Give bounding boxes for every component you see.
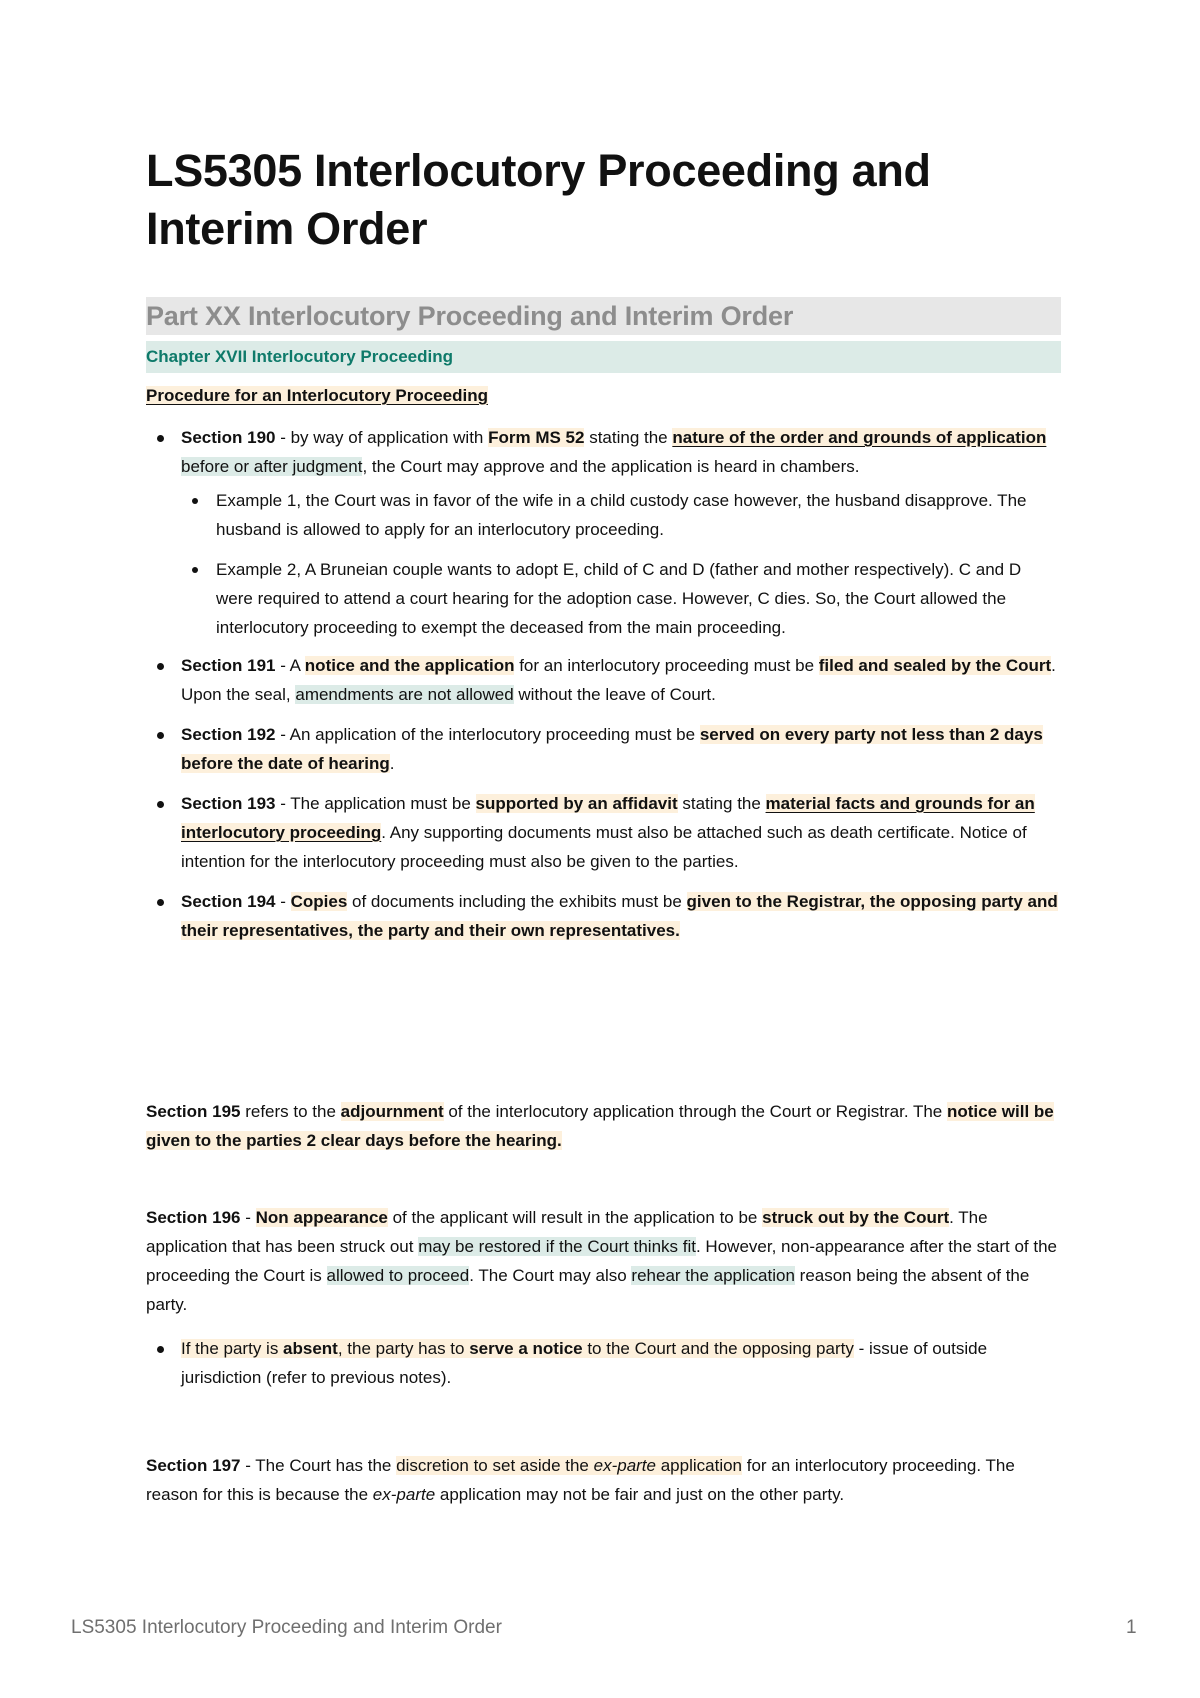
section-196-text-4: . However, non-appearance after the start of the proceeding the Court is [146, 1237, 1057, 1285]
struck-out: struck out by the Court [762, 1208, 950, 1227]
section-190-text-4: , the Court may approve and the application is heard in chambers. [362, 457, 860, 476]
section-191-text: - A [275, 656, 305, 675]
section-193-item [146, 789, 1061, 876]
section-191-label: Section 191 [181, 656, 276, 675]
section-193-text-3: . Any supporting documents must also be attached such as death certificate. Notice of intention for the interlocutory proceeding must also be given to the parties. [181, 823, 1027, 871]
party-absent-t1: If the party is [181, 1339, 284, 1358]
section-193-text-2: stating the [677, 794, 766, 813]
party-absent-t3: to the Court and the opposing party [582, 1339, 854, 1358]
section-192-item [146, 720, 1061, 778]
section-197-text: - The Court has the [240, 1456, 397, 1475]
section-197-text-3: application may not be fair and just on the other party. [435, 1485, 845, 1504]
party-absent-t4: - issue of outside jurisdiction (refer to previous notes). [181, 1339, 988, 1387]
sections-list [146, 423, 1061, 945]
notice-two-clear-days: notice will be given to the parties 2 clear days before the hearing. [146, 1102, 1054, 1150]
section-196-text: - [240, 1208, 256, 1227]
copies: Copies [290, 892, 348, 911]
serve-a-notice: serve a notice [469, 1339, 583, 1358]
section-196-text-3: . The application that has been struck out [146, 1208, 988, 1256]
footer-title: LS5305 Interlocutory Proceeding and Interim Order [71, 1617, 502, 1638]
section-196-paragraph [146, 1203, 1061, 1319]
example-1-item: Example 1, the Court was in favor of the wife in a child custody case however, the husband disapprove. The husband is allowed to apply for an interlocutory proceeding. [181, 486, 1061, 544]
section-190-text: - by way of application with [275, 428, 489, 447]
section-197-text-2: for an interlocutory proceeding. The reason for this is because the [146, 1456, 1015, 1504]
procedure-heading [146, 382, 488, 410]
section-191-text-4: without the leave of Court. [513, 685, 716, 704]
supported-by-affidavit: supported by an affidavit [475, 794, 678, 813]
absent: absent [283, 1339, 338, 1358]
footer-page-number: 1 [1126, 1617, 1137, 1638]
section-190-label: Section 190 [181, 428, 276, 447]
section-190-item [146, 423, 1061, 481]
part-heading: Part XX Interlocutory Proceeding and Interim Order [146, 297, 1061, 335]
document-title: LS5305 Interlocutory Proceeding and Interim Order [146, 145, 931, 254]
example-2-item: Example 2, A Bruneian couple wants to adopt E, child of C and D (father and mother respectively). C and D were required to attend a court hearing for the adoption case. However, C dies. So, the Court allowed the interlocutory proceeding to exempt the deceased from the main proceeding. [181, 555, 1061, 642]
section-196-label: Section 196 [146, 1208, 241, 1227]
section-195-label: Section 195 [146, 1102, 241, 1121]
allowed-to-proceed: allowed to proceed [326, 1266, 470, 1285]
section-191-text-3: . Upon the seal, [181, 656, 1056, 704]
section-196-text-6: reason being the absent of the party. [146, 1266, 1030, 1314]
nature-of-order: nature of the order and grounds of application [672, 428, 1047, 447]
notice-and-application: notice and the application [304, 656, 515, 675]
section-192-text-2: . [389, 754, 395, 773]
section-197-label: Section 197 [146, 1456, 241, 1475]
section-194-label: Section 194 [181, 892, 276, 911]
material-facts: material facts and grounds for an interlocutory proceeding [181, 794, 1035, 842]
section-195-text-2: of the interlocutory application through the Court or Registrar. The [443, 1102, 947, 1121]
served-on-every-party: served on every party not less than 2 days before the date of hearing [181, 725, 1043, 773]
discretion-set-aside [396, 1456, 742, 1475]
section-196-sublist [146, 1334, 1061, 1392]
filed-and-sealed: filed and sealed by the Court [818, 656, 1052, 675]
section-190-text-2: stating the [584, 428, 673, 447]
may-be-restored: may be restored if the Court thinks fit [418, 1237, 696, 1256]
non-appearance: Non appearance [255, 1208, 388, 1227]
section-197-paragraph [146, 1451, 1061, 1509]
discretion-text: discretion to set aside the [396, 1456, 594, 1475]
section-195-paragraph [146, 1097, 1061, 1155]
section-191-text-2: for an interlocutory proceeding must be [514, 656, 819, 675]
procedure-heading-text: Procedure for an Interlocutory Proceeding [146, 386, 488, 405]
rehear-application: rehear the application [631, 1266, 795, 1285]
section-196-text-2: of the applicant will result in the application to be [387, 1208, 763, 1227]
adjournment: adjournment [340, 1102, 444, 1121]
party-absent-text [181, 1339, 854, 1358]
section-196-text-5: . The Court may also [469, 1266, 632, 1285]
section-194-text: - [275, 892, 291, 911]
ex-parte-term-2: ex-parte [372, 1485, 436, 1504]
chapter-heading: Chapter XVII Interlocutory Proceeding [146, 341, 1061, 373]
form-ms52: Form MS 52 [488, 428, 585, 447]
party-absent-item [146, 1334, 1061, 1392]
section-192-label: Section 192 [181, 725, 276, 744]
party-absent-t2: , the party has to [337, 1339, 470, 1358]
before-after-judgment: before or after judgment [181, 457, 363, 476]
given-to-registrar: given to the Registrar, the opposing party and their representatives, the party and their own representatives. [181, 892, 1058, 940]
section-191-item [146, 651, 1061, 709]
section-192-text: - An application of the interlocutory proceeding must be [275, 725, 700, 744]
section-195-text: refers to the [240, 1102, 341, 1121]
section-193-text: - The application must be [275, 794, 476, 813]
section-194-text-2: of documents including the exhibits must be [347, 892, 687, 911]
discretion-text-2: application [656, 1456, 743, 1475]
section-194-item [146, 887, 1061, 945]
amendments-not-allowed: amendments are not allowed [295, 685, 514, 704]
section-193-label: Section 193 [181, 794, 276, 813]
ex-parte-term: ex-parte [593, 1456, 656, 1475]
